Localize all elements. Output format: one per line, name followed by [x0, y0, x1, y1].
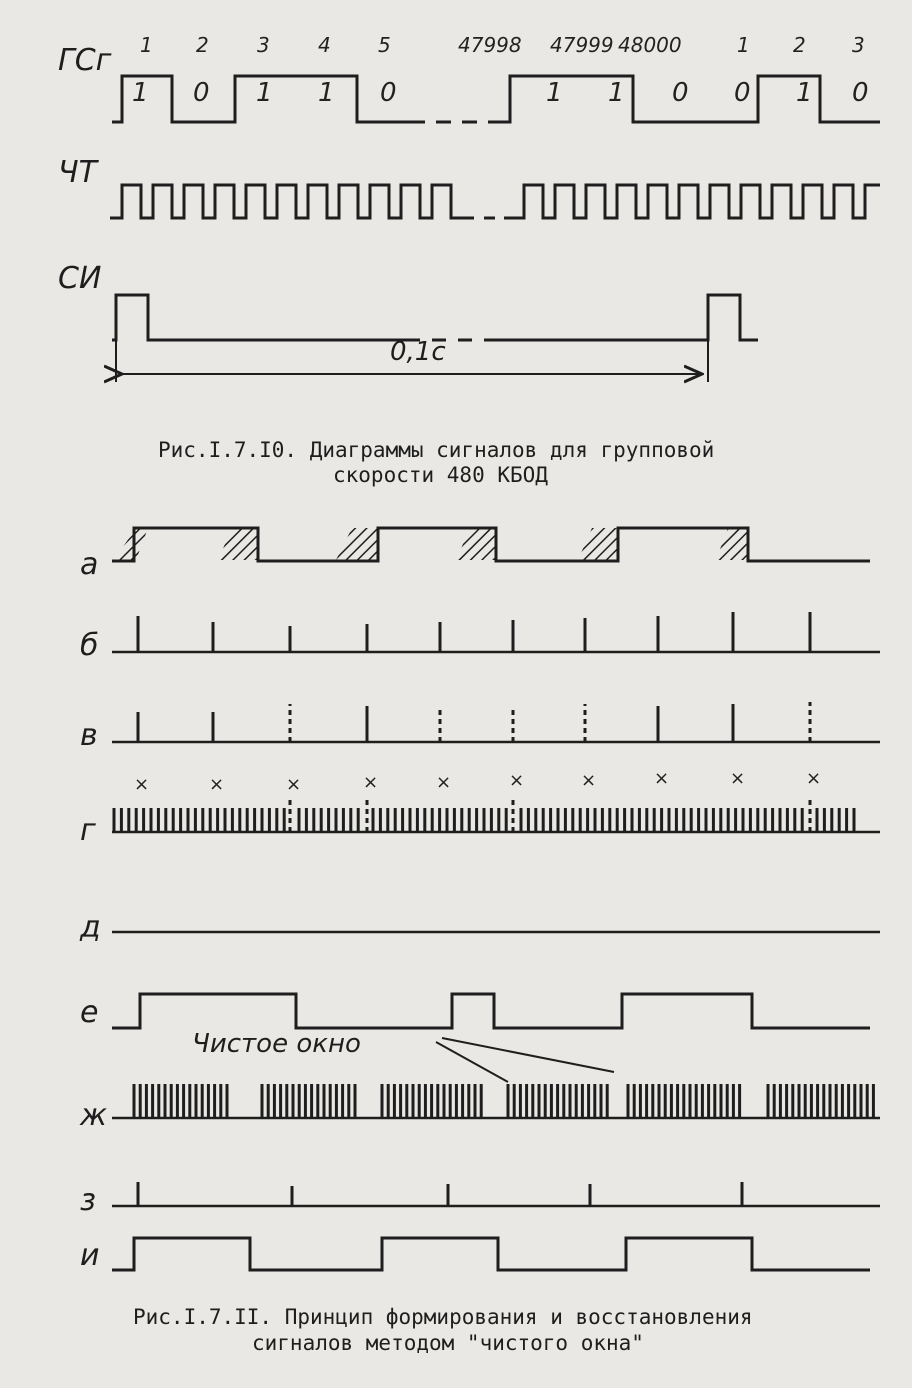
clean-window-label: Чистое окно	[192, 1029, 361, 1059]
signal-e-waveform	[112, 994, 870, 1028]
hatch-zone	[456, 528, 496, 560]
signal-label-gsg: ГСг	[58, 43, 112, 78]
si-waveform	[112, 295, 758, 340]
bit-value: 0	[672, 78, 689, 108]
cross-mark: ×	[654, 768, 670, 789]
cross-mark: ×	[286, 774, 302, 795]
gsg-waveform	[112, 76, 880, 122]
signal-i-waveform	[112, 1238, 870, 1270]
cross-mark: ×	[581, 770, 597, 791]
bit-value: 1	[256, 78, 273, 108]
signal-g	[112, 796, 880, 832]
bit-number: 4	[318, 33, 331, 57]
bit-number: 5	[378, 33, 391, 57]
cross-mark: ×	[363, 772, 379, 793]
signal-label-zh: ж	[80, 1098, 108, 1133]
bit-number: 3	[257, 33, 270, 57]
figure-2-caption-line-2: сигналов методом "чистого окна"	[252, 1331, 644, 1355]
bit-number: 3	[852, 33, 865, 57]
hatch-zone	[716, 528, 748, 560]
cross-mark: ×	[209, 774, 225, 795]
bit-number-labels	[140, 33, 865, 57]
signal-label-i: и	[80, 1238, 100, 1273]
figure-1-caption-line-2: скорости 480 КБОД	[333, 463, 548, 487]
hatch-zone	[578, 528, 618, 560]
bit-value: 1	[132, 78, 149, 108]
hatch-zone	[114, 528, 148, 560]
bit-number: 2	[793, 33, 806, 57]
zh-burst-train	[134, 1084, 873, 1118]
duration-label: 0,1с	[390, 337, 446, 367]
g-pulse-train	[114, 796, 854, 832]
signal-label-a: а	[80, 547, 99, 582]
signal-label-e: е	[80, 995, 99, 1030]
signal-label-z: з	[80, 1183, 96, 1218]
bit-number: 1	[140, 33, 153, 57]
cross-mark: ×	[134, 774, 150, 795]
signal-label-d: д	[80, 910, 101, 945]
figure-1-timing-diagram	[58, 33, 880, 487]
bit-number: 2	[196, 33, 209, 57]
signal-label-si: СИ	[58, 261, 102, 296]
cross-mark: ×	[730, 768, 746, 789]
hatch-zone	[336, 528, 378, 560]
bit-value: 1	[608, 78, 625, 108]
signal-a	[112, 528, 870, 561]
cross-marks	[134, 768, 821, 795]
signal-label-v: в	[80, 718, 98, 753]
bit-value: 1	[546, 78, 563, 108]
signal-v	[112, 702, 880, 742]
hatch-zone	[218, 528, 258, 560]
bit-value: 0	[852, 78, 869, 108]
bit-value: 0	[193, 78, 210, 108]
cht-waveform	[110, 185, 880, 218]
figure-2-caption-line-1: Рис.I.7.II. Принцип формирования и восстановления	[133, 1305, 753, 1329]
cross-mark: ×	[806, 768, 822, 789]
clean-window-pointer	[442, 1038, 614, 1072]
bit-value: 0	[734, 78, 751, 108]
bit-value: 1	[318, 78, 335, 108]
bit-number: 47999	[550, 33, 614, 57]
signal-label-cht: ЧТ	[58, 155, 97, 190]
bit-number: 1	[737, 33, 750, 57]
cross-mark: ×	[509, 770, 525, 791]
figure-1-caption-line-1: Рис.I.7.I0. Диаграммы сигналов для групповой	[158, 438, 715, 462]
signal-b	[112, 612, 880, 652]
signal-label-g: г	[80, 813, 96, 848]
bit-number: 47998	[458, 33, 522, 57]
figure-2-clean-window-diagram	[79, 528, 880, 1355]
cross-mark: ×	[436, 772, 452, 793]
bit-value: 0	[380, 78, 397, 108]
signal-zh	[112, 1084, 880, 1118]
bit-value: 1	[796, 78, 813, 108]
signal-label-b: б	[80, 628, 99, 663]
signal-z	[112, 1182, 880, 1206]
bit-number: 48000	[618, 33, 682, 57]
